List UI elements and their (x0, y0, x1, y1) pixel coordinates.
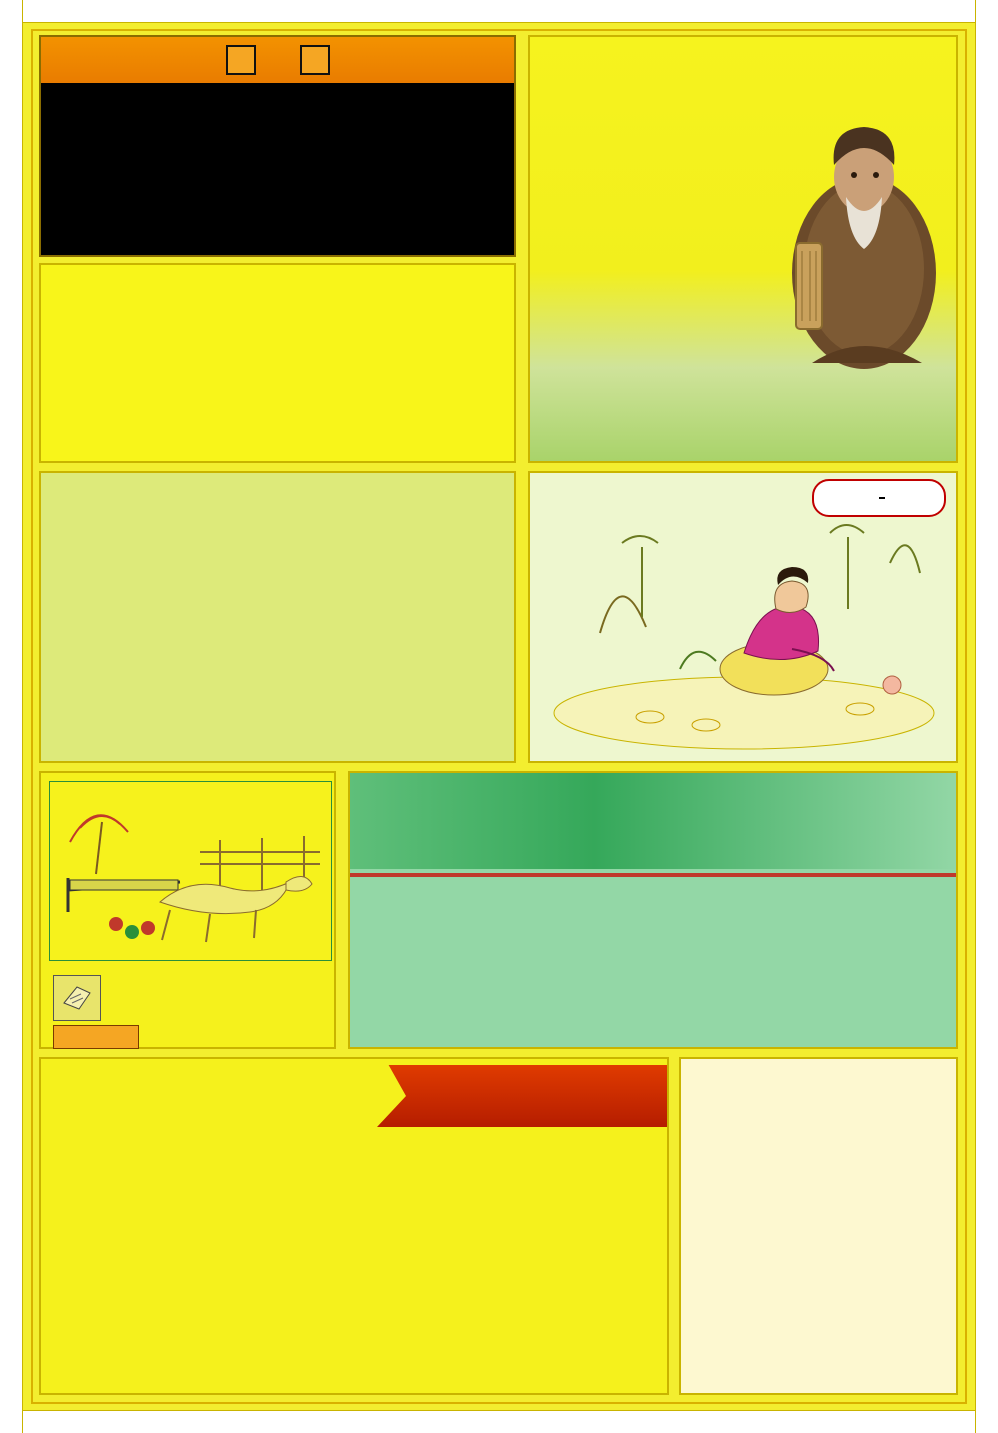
page-canvas (23, 23, 975, 1410)
flower-language-panel (39, 471, 516, 763)
fortune-banner-wrap (377, 1059, 667, 1133)
story-divider (350, 873, 958, 877)
poem-title-bar (41, 37, 514, 85)
fortune-banner (377, 1065, 667, 1127)
bagua-hexagram-headers (572, 51, 956, 55)
sage-illustration (772, 93, 948, 373)
xuanji-badge-sub (879, 497, 885, 499)
fortune-panel (39, 1057, 669, 1395)
small-picture-frame (49, 781, 332, 961)
border-bottom (0, 1410, 998, 1433)
zodiac-table-panel (679, 1057, 958, 1395)
jiehua-label (53, 1025, 139, 1049)
story-panel (348, 771, 958, 1049)
border-mark-list-top (0, 0, 998, 22)
zodiac-vertical-title (908, 1063, 954, 1393)
bagua-panel (528, 35, 958, 463)
period-panel (39, 263, 516, 463)
border-left (0, 0, 23, 1433)
border-top (0, 0, 998, 23)
seal-right-icon (300, 45, 330, 75)
poem-panel (39, 35, 516, 257)
xuanji-badge (812, 479, 946, 517)
seal-left-icon (226, 45, 256, 75)
scroll-icon (53, 975, 101, 1021)
poem-lines (41, 85, 514, 91)
border-mark-list-left (0, 0, 22, 1433)
leopard-fence-illustration (50, 782, 331, 960)
border-mark-list-bottom (0, 1411, 998, 1433)
fortune-banner-text (377, 1065, 667, 1071)
story-banner (350, 773, 958, 869)
xuanji-picture-panel (528, 471, 958, 763)
jiehua-badge (53, 975, 165, 1037)
small-picture-panel (39, 771, 336, 1049)
border-mark-list-right (976, 0, 998, 1433)
border-right (975, 0, 998, 1433)
